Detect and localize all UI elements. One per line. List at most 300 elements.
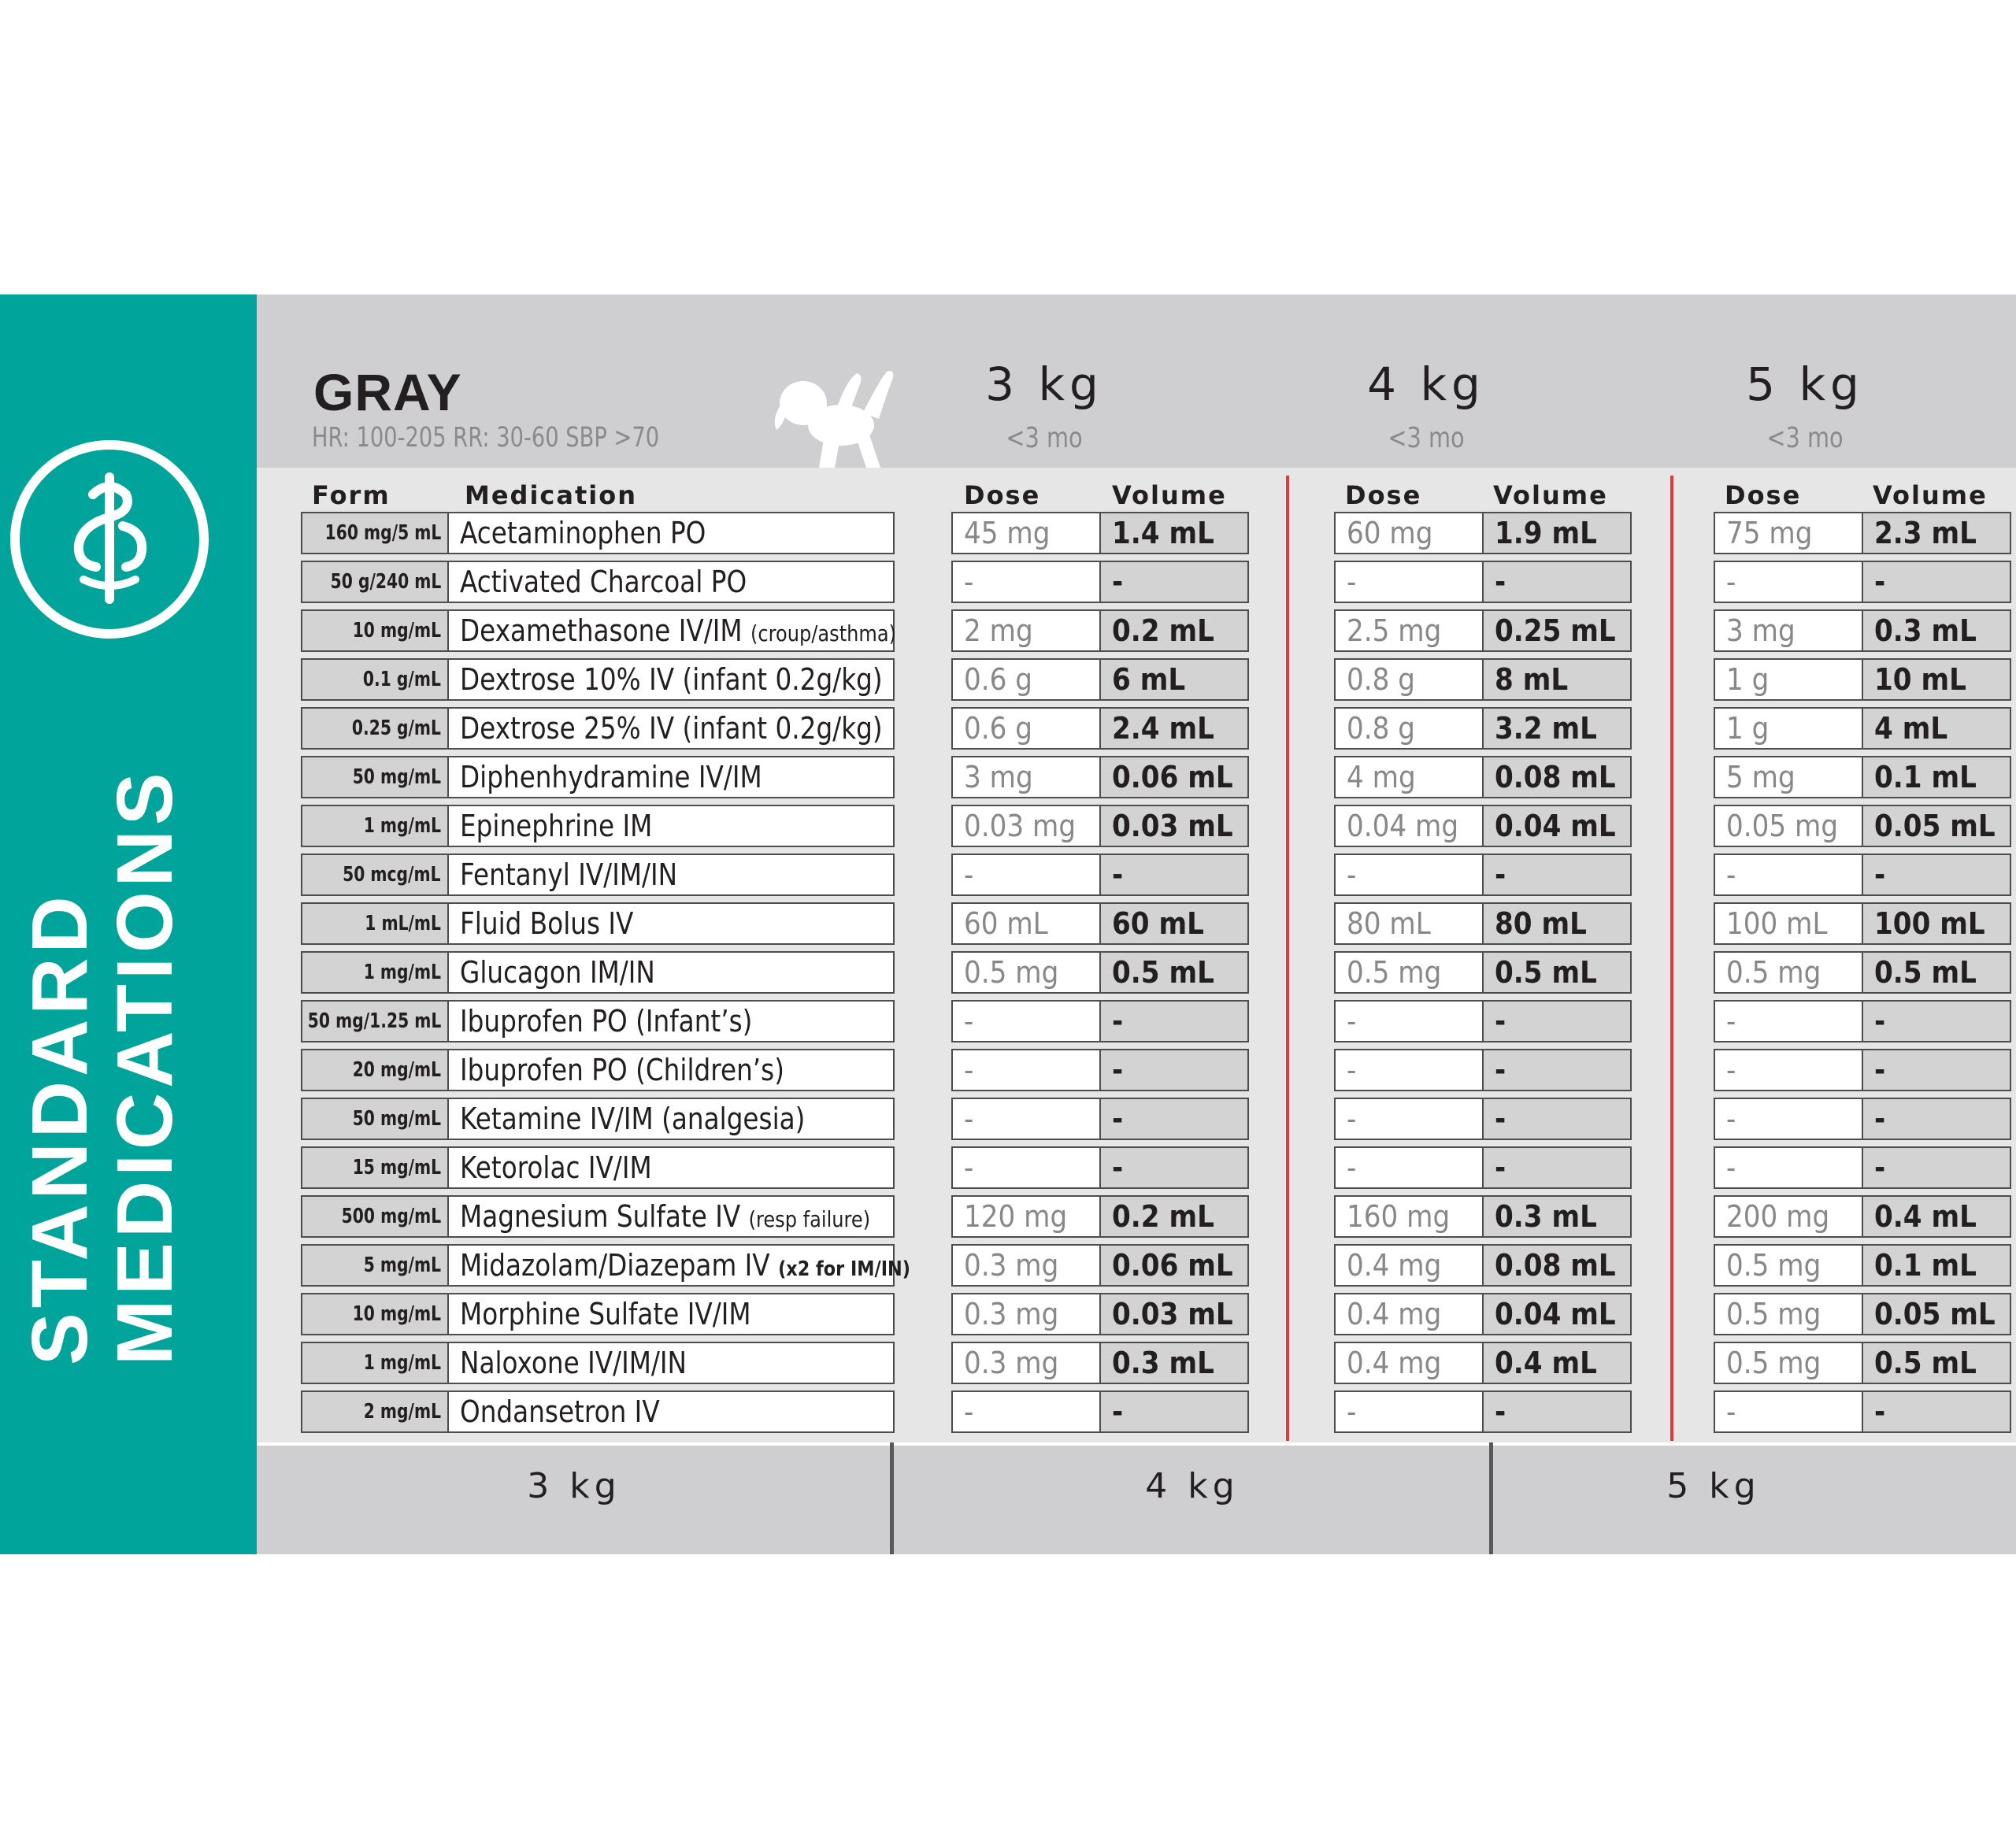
dose-cell [951, 1000, 1101, 1042]
volume-cell [1862, 1342, 2011, 1384]
dose-value: - [1347, 1053, 1357, 1087]
medication-cell [447, 1342, 895, 1384]
form-concentration: 20 mg/mL [352, 1058, 441, 1082]
volume-cell [1099, 658, 1249, 701]
volume-cell [1482, 1098, 1632, 1140]
volume-value: 0.4 mL [1495, 1346, 1597, 1380]
form-concentration: 50 mcg/mL [343, 863, 441, 887]
volume-value: 60 mL [1112, 906, 1204, 941]
form-concentration: 0.1 g/mL [363, 668, 441, 691]
dose-value: 100 mL [1726, 906, 1828, 941]
volume-cell [1099, 707, 1249, 750]
volume-cell [1099, 1098, 1249, 1140]
dose-value: 3 mg [1726, 613, 1796, 648]
volume-cell [1099, 854, 1249, 896]
dose-cell [1334, 951, 1484, 994]
weight-kg: 4 kg [1367, 357, 1485, 411]
volume-value: 0.06 mL [1112, 1248, 1233, 1283]
column-header-dose: Dose [1725, 480, 1802, 510]
medication-name: Dexamethasone IV/IM [460, 613, 743, 648]
dose-cell [951, 1342, 1101, 1384]
volume-value: 10 mL [1874, 662, 1966, 697]
dose-value: - [1726, 1394, 1736, 1429]
table-row [0, 609, 2016, 652]
volume-value: 0.25 mL [1495, 613, 1616, 648]
dose-cell [1714, 902, 1863, 945]
form-concentration: 10 mg/mL [352, 619, 441, 642]
dose-cell [1334, 1195, 1484, 1238]
volume-cell [1862, 1000, 2011, 1042]
dose-cell [951, 902, 1101, 945]
volume-cell [1099, 609, 1249, 652]
dose-value: 0.5 mg [1347, 955, 1442, 990]
form-concentration: 500 mg/mL [341, 1205, 441, 1228]
dose-cell [1334, 512, 1484, 554]
dose-value: 0.5 mg [964, 955, 1059, 990]
form-cell [301, 1098, 449, 1140]
column-header-dose: Dose [1345, 480, 1422, 510]
form-concentration: 10 mg/mL [352, 1302, 441, 1326]
form-concentration: 0.25 g/mL [351, 717, 441, 740]
dose-cell [1334, 902, 1484, 945]
dose-value: 0.05 mg [1726, 809, 1839, 843]
medication-cell [447, 707, 895, 750]
dose-value: 0.3 mg [964, 1346, 1059, 1380]
dose-value: 120 mg [964, 1199, 1068, 1234]
dose-value: 0.03 mg [964, 809, 1077, 843]
medication-note: (croup/asthma) [750, 620, 897, 646]
volume-value: 0.2 mL [1112, 613, 1214, 648]
medication-name: Fentanyl IV/IM/IN [460, 857, 678, 892]
medication-cell [447, 1049, 895, 1091]
dose-value: 0.3 mg [964, 1248, 1059, 1283]
volume-cell [1482, 1195, 1632, 1238]
table-row [0, 902, 2016, 945]
volume-value: - [1495, 1102, 1506, 1136]
volume-value: - [1112, 1053, 1124, 1087]
dose-value: 5 mg [1726, 760, 1796, 794]
medication-note: (x2 for IM/IN) [778, 1257, 910, 1281]
volume-cell [1099, 1390, 1249, 1433]
volume-cell [1482, 1390, 1632, 1433]
form-concentration: 2 mg/mL [363, 1400, 441, 1424]
volume-value: - [1112, 1150, 1124, 1185]
volume-cell [1862, 707, 2011, 750]
form-cell [301, 1390, 449, 1433]
column-header-volume: Volume [1112, 480, 1227, 510]
form-cell [301, 756, 449, 798]
form-cell [301, 1195, 449, 1238]
dose-value: - [964, 1004, 974, 1039]
dose-cell [1714, 1000, 1863, 1042]
volume-value: - [1874, 1150, 1886, 1185]
table-row [0, 1049, 2016, 1091]
table-row [0, 561, 2016, 603]
volume-value: 80 mL [1495, 906, 1587, 941]
volume-value: - [1112, 565, 1124, 599]
medication-cell [447, 756, 895, 798]
dose-cell [951, 1195, 1101, 1238]
dose-cell [1334, 1293, 1484, 1335]
volume-value: - [1495, 857, 1506, 892]
column-header-form: Form [312, 480, 391, 510]
medication-name: Midazolam/Diazepam IV [460, 1248, 770, 1283]
dose-cell [951, 854, 1101, 896]
medication-note: (resp failure) [748, 1206, 871, 1232]
dose-cell [1334, 1342, 1484, 1384]
volume-value: - [1874, 1053, 1886, 1087]
form-cell [301, 1244, 449, 1287]
dose-value: - [964, 1053, 974, 1087]
dose-value: 60 mL [964, 906, 1048, 941]
dose-value: 2 mg [964, 613, 1033, 648]
column-header-volume: Volume [1873, 480, 1988, 510]
volume-value: 0.5 mL [1112, 955, 1214, 990]
medication-name: Morphine Sulfate IV/IM [460, 1297, 751, 1331]
dose-value: 4 mg [1347, 760, 1416, 794]
dose-value: 0.04 mg [1347, 809, 1459, 843]
volume-cell [1862, 805, 2011, 847]
dose-value: - [1726, 1004, 1736, 1039]
infant-silhouette-icon [769, 357, 910, 468]
dose-value: - [1347, 1150, 1357, 1185]
dose-cell [951, 805, 1101, 847]
volume-value: 0.05 mL [1874, 809, 1996, 843]
form-cell [301, 854, 449, 896]
column-header-medication: Medication [465, 480, 638, 510]
volume-value: 0.2 mL [1112, 1199, 1214, 1234]
medication-name: Ketamine IV/IM (analgesia) [460, 1102, 806, 1136]
volume-value: - [1874, 857, 1886, 892]
medication-name: Dextrose 10% IV (infant 0.2g/kg) [460, 662, 883, 697]
medication-name: Diphenhydramine IV/IM [460, 760, 762, 794]
volume-cell [1099, 1195, 1249, 1238]
table-row [0, 658, 2016, 701]
dose-cell [1714, 1293, 1863, 1335]
dose-value: - [964, 565, 974, 599]
volume-cell [1099, 512, 1249, 554]
volume-cell [1482, 707, 1632, 750]
volume-value: 0.03 mL [1112, 1297, 1233, 1331]
dose-cell [1714, 854, 1863, 896]
volume-value: - [1112, 1394, 1124, 1429]
dose-cell [1714, 1390, 1863, 1433]
dose-cell [1334, 756, 1484, 798]
dose-cell [951, 658, 1101, 701]
dose-cell [1714, 1049, 1863, 1091]
form-concentration: 1 mg/mL [363, 1351, 441, 1375]
dose-value: 0.4 mg [1347, 1248, 1442, 1283]
volume-cell [1862, 609, 2011, 652]
volume-value: - [1495, 1053, 1506, 1087]
table-row [0, 1390, 2016, 1433]
table-row [0, 707, 2016, 750]
volume-value: - [1874, 1394, 1886, 1429]
table-row [0, 1293, 2016, 1335]
form-concentration: 5 mg/mL [363, 1253, 441, 1277]
volume-value: 3.2 mL [1495, 711, 1597, 746]
dose-value: 0.4 mg [1347, 1297, 1442, 1331]
volume-cell [1862, 561, 2011, 603]
table-row [0, 1146, 2016, 1189]
volume-value: - [1112, 857, 1124, 892]
dose-value: 0.6 g [964, 711, 1032, 746]
dose-value: - [1347, 1102, 1357, 1136]
volume-cell [1099, 951, 1249, 994]
medication-name: Ondansetron IV [460, 1394, 660, 1429]
volume-value: 2.3 mL [1874, 516, 1977, 550]
dose-cell [951, 1244, 1101, 1287]
table-row [0, 1244, 2016, 1287]
color-zone-name: GRAY [313, 363, 462, 421]
medication-cell [447, 951, 895, 994]
volume-value: 0.08 mL [1495, 1248, 1616, 1283]
dose-cell [1714, 658, 1863, 701]
volume-value: 0.08 mL [1495, 760, 1616, 794]
form-cell [301, 512, 449, 554]
form-concentration: 1 mL/mL [365, 912, 441, 935]
volume-value: 0.03 mL [1112, 809, 1233, 843]
column-header-dose: Dose [964, 480, 1041, 510]
volume-cell [1482, 1049, 1632, 1091]
volume-cell [1482, 609, 1632, 652]
form-concentration: 1 mg/mL [363, 961, 441, 984]
table-row [0, 1098, 2016, 1140]
volume-value: 0.04 mL [1495, 1297, 1616, 1331]
volume-cell [1862, 1049, 2011, 1091]
form-concentration: 15 mg/mL [352, 1156, 441, 1179]
medication-cell [447, 561, 895, 603]
form-concentration: 1 mg/mL [363, 814, 441, 838]
dose-cell [951, 1098, 1101, 1140]
volume-cell [1862, 951, 2011, 994]
medication-cell [447, 1244, 910, 1287]
header [257, 294, 2016, 468]
dose-cell [951, 1390, 1101, 1433]
volume-cell [1482, 805, 1632, 847]
dose-cell [951, 756, 1101, 798]
volume-cell [1482, 1244, 1632, 1287]
volume-cell [1482, 561, 1632, 603]
dose-value: 1 g [1726, 662, 1770, 697]
sidebar-title-line2: MEDICATIONS [101, 768, 189, 1365]
weight-header-0 [902, 357, 1186, 454]
volume-value: - [1112, 1102, 1124, 1136]
volume-value: 2.4 mL [1112, 711, 1214, 746]
medication-cell [447, 609, 895, 652]
dose-cell [1334, 1000, 1484, 1042]
dose-cell [1714, 1342, 1863, 1384]
dose-cell [1714, 756, 1863, 798]
medication-name: Magnesium Sulfate IV [460, 1199, 741, 1234]
weight-age: <3 mo [1006, 422, 1083, 454]
table-row [0, 1195, 2016, 1238]
dose-value: 2.5 mg [1347, 613, 1442, 648]
volume-value: - [1495, 1004, 1506, 1039]
volume-value: - [1874, 565, 1886, 599]
dose-value: - [1347, 565, 1357, 599]
volume-value: 0.4 mL [1874, 1199, 1977, 1234]
dose-value: 0.5 mg [1726, 955, 1821, 990]
medication-cell [447, 1390, 895, 1433]
volume-value: 100 mL [1874, 906, 1985, 941]
medication-name: Activated Charcoal PO [460, 565, 747, 599]
dose-value: 3 mg [964, 760, 1033, 794]
medication-cell [447, 1146, 895, 1189]
dose-value: 45 mg [964, 516, 1051, 550]
medication-name: Acetaminophen PO [460, 516, 706, 550]
volume-value: 0.5 mL [1874, 955, 1977, 990]
dose-cell [1714, 609, 1863, 652]
dose-value: 1 g [1726, 711, 1770, 746]
weight-kg: 5 kg [1746, 357, 1864, 411]
volume-cell [1862, 1390, 2011, 1433]
volume-value: 6 mL [1112, 662, 1186, 697]
table-row [0, 1342, 2016, 1384]
volume-cell [1482, 658, 1632, 701]
volume-value: 0.06 mL [1112, 760, 1233, 794]
volume-cell [1099, 561, 1249, 603]
form-cell [301, 1293, 449, 1335]
dose-cell [951, 951, 1101, 994]
volume-value: - [1495, 1394, 1506, 1429]
medication-cell [447, 902, 895, 945]
volume-cell [1482, 512, 1632, 554]
dose-cell [1334, 1390, 1484, 1433]
dose-cell [1714, 561, 1863, 603]
weight-tab-4kg[interactable]: 4 kg [1145, 1466, 1240, 1506]
dose-value: 60 mg [1347, 516, 1433, 550]
form-concentration: 160 mg/5 mL [324, 521, 441, 545]
volume-cell [1862, 854, 2011, 896]
medication-name: Ibuprofen PO (Children’s) [460, 1053, 784, 1087]
volume-value: 0.3 mL [1495, 1199, 1597, 1234]
weight-kg: 3 kg [985, 357, 1103, 411]
volume-value: 0.5 mL [1874, 1346, 1977, 1380]
medication-name: Epinephrine IM [460, 809, 653, 843]
volume-cell [1099, 1146, 1249, 1189]
dose-cell [1334, 1146, 1484, 1189]
dose-value: 0.5 mg [1726, 1248, 1821, 1283]
volume-cell [1862, 1146, 2011, 1189]
dose-cell [1334, 1049, 1484, 1091]
dose-value: - [964, 1102, 974, 1136]
dose-value: - [1726, 1102, 1736, 1136]
dose-cell [1334, 1098, 1484, 1140]
form-cell [301, 805, 449, 847]
dose-cell [1714, 1098, 1863, 1140]
volume-cell [1482, 902, 1632, 945]
form-cell [301, 609, 449, 652]
volume-cell [1482, 1293, 1632, 1335]
dose-cell [1714, 1195, 1863, 1238]
volume-cell [1862, 1293, 2011, 1335]
medication-name: Fluid Bolus IV [460, 906, 634, 941]
dose-cell [1334, 561, 1484, 603]
medication-name: Ibuprofen PO (Infant’s) [460, 1004, 753, 1039]
dose-value: 80 mL [1347, 906, 1431, 941]
dose-cell [1334, 1244, 1484, 1287]
volume-value: - [1874, 1004, 1886, 1039]
dose-cell [1714, 1244, 1863, 1287]
column-header-volume: Volume [1493, 480, 1608, 510]
volume-cell [1862, 1098, 2011, 1140]
volume-value: 0.1 mL [1874, 1248, 1977, 1283]
medication-name: Dextrose 25% IV (infant 0.2g/kg) [460, 711, 883, 746]
dose-value: 0.5 mg [1726, 1346, 1821, 1380]
dose-cell [1334, 658, 1484, 701]
dose-value: 0.6 g [964, 662, 1032, 697]
dose-value: - [1726, 1053, 1736, 1087]
table-row [0, 756, 2016, 798]
volume-value: - [1495, 1150, 1506, 1185]
dose-cell [951, 512, 1101, 554]
volume-cell [1099, 1342, 1249, 1384]
form-cell [301, 1342, 449, 1384]
dose-cell [1714, 707, 1863, 750]
volume-value: 0.3 mL [1874, 613, 1977, 648]
volume-cell [1862, 512, 2011, 554]
form-concentration: 50 mg/mL [352, 765, 441, 789]
weight-age: <3 mo [1766, 422, 1844, 454]
medication-name: Naloxone IV/IM/IN [460, 1346, 687, 1380]
volume-cell [1099, 1049, 1249, 1091]
form-concentration: 50 mg/1.25 mL [307, 1009, 441, 1033]
table-row [0, 1000, 2016, 1042]
vital-signs: HR: 100-205 RR: 30-60 SBP >70 [312, 422, 660, 454]
dose-cell [951, 609, 1101, 652]
weight-tab-3kg[interactable]: 3 kg [527, 1466, 621, 1506]
volume-value: 0.3 mL [1112, 1346, 1214, 1380]
volume-cell [1099, 902, 1249, 945]
weight-tab-bar [257, 1442, 2016, 1554]
weight-header-2 [1663, 357, 1947, 454]
volume-cell [1482, 1000, 1632, 1042]
volume-value: 0.04 mL [1495, 809, 1616, 843]
volume-value: 0.05 mL [1874, 1297, 1996, 1331]
weight-header-1 [1284, 357, 1568, 454]
form-cell [301, 1146, 449, 1189]
dose-cell [951, 1293, 1101, 1335]
volume-value: - [1874, 1102, 1886, 1136]
dose-cell [1334, 609, 1484, 652]
table-row [0, 854, 2016, 896]
dose-cell [1714, 951, 1863, 994]
form-cell [301, 902, 449, 945]
volume-value: 4 mL [1874, 711, 1948, 746]
dose-value: 0.8 g [1347, 711, 1415, 746]
table-row [0, 512, 2016, 554]
weight-age: <3 mo [1388, 422, 1465, 454]
volume-value: 8 mL [1495, 662, 1569, 697]
form-concentration: 50 g/240 mL [330, 570, 441, 594]
dose-cell [951, 1146, 1101, 1189]
dose-value: 75 mg [1726, 516, 1813, 550]
form-cell [301, 951, 449, 994]
medication-cell [447, 1000, 895, 1042]
medication-cell [447, 1293, 895, 1335]
form-cell [301, 561, 449, 603]
weight-tab-5kg[interactable]: 5 kg [1666, 1466, 1761, 1506]
volume-value: - [1495, 565, 1506, 599]
dose-cell [951, 1049, 1101, 1091]
medication-name: Ketorolac IV/IM [460, 1150, 652, 1185]
dose-cell [1334, 707, 1484, 750]
form-cell [301, 1049, 449, 1091]
volume-cell [1862, 902, 2011, 945]
dose-value: 200 mg [1726, 1199, 1830, 1234]
volume-cell [1862, 1244, 2011, 1287]
